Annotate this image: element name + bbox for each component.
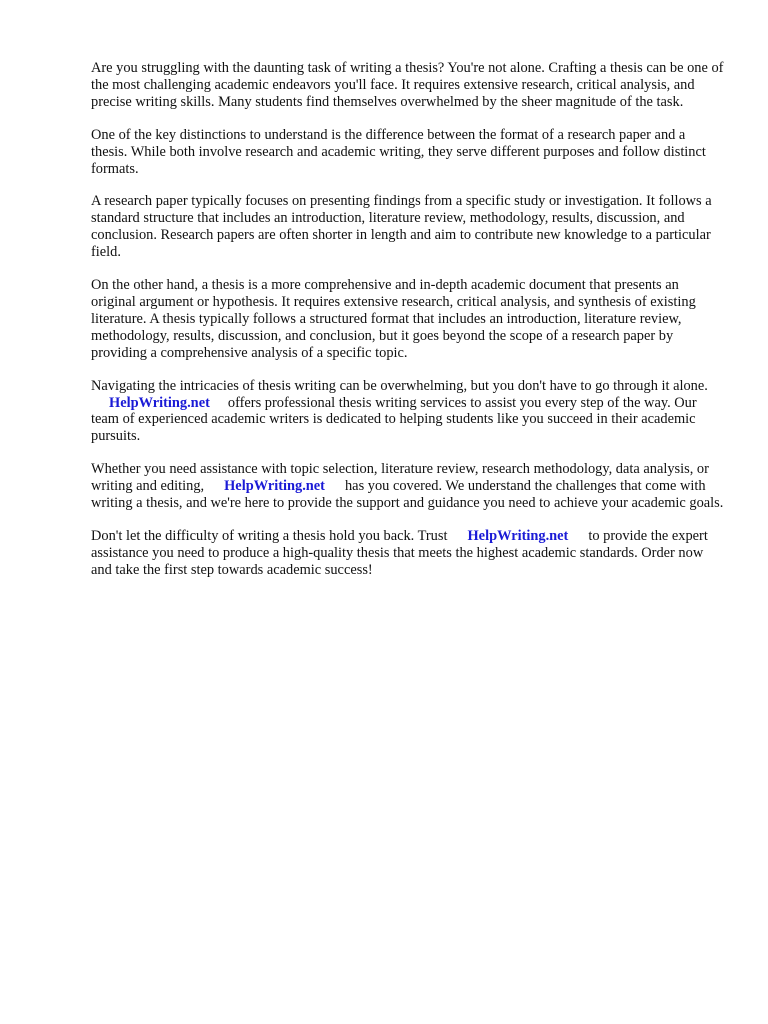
paragraph-assistance-text-after: has you covered. We understand the challenges that come with writing a thesis, and we're here to provide the support and guidance you need to achieve your academic goals. [91, 478, 724, 512]
paragraph-research-paper: A research paper typically focuses on presenting findings from a specific study or investigation. It follows a standard structure that includes an introduction, literature review, methodology, results, discussion, and conclusion. Research papers are often shorter in length and aim to contribute new knowledge to a particular field. [91, 193, 712, 261]
paragraph-thesis: On the other hand, a thesis is a more comprehensive and in-depth academic document that presents an original argument or hypothesis. It requires extensive research, critical analysis, and synthesis of existing literature. A thesis typically follows a structured format that includes an introduction, literature review, methodology, results, discussion, and conclusion, but it goes beyond the scope of a research paper by providing a comprehensive analysis of a specific topic. [91, 277, 696, 361]
paragraph-trust [91, 528, 725, 579]
paragraph-intro: Are you struggling with the daunting task of writing a thesis? You're not alone. Crafting a thesis can be one of the most challenging academic endeavors you'll face. It requires extensive research, critical analysis, and precise writing skills. Many students find themselves overwhelmed by the sheer magnitude of the task. [91, 60, 724, 110]
document-page [91, 60, 725, 595]
paragraph-navigating [91, 378, 725, 446]
helpwriting-link-3[interactable]: HelpWriting.net [467, 527, 569, 544]
paragraph-trust-text-before: Don't let the difficulty of writing a thesis hold you back. Trust [91, 527, 448, 544]
paragraph-trust-text-after: to provide the expert assistance you need to produce a high-quality thesis that meets the highest academic standards. Order now and take the first step towards academic success! [91, 527, 708, 578]
paragraph-distinctions: One of the key distinctions to understand is the difference between the format of a research paper and a thesis. While both involve research and academic writing, they serve different purposes and follow distinct formats. [91, 126, 706, 177]
helpwriting-link-2[interactable]: HelpWriting.net [224, 478, 325, 495]
paragraph-navigating-text-after: offers professional thesis writing services to assist you every step of the way. Our team of experienced academic writers is dedicated to helping students like you succeed in their academic pursuits. [91, 394, 697, 445]
paragraph-assistance [91, 461, 725, 512]
paragraph-navigating-text-before: Navigating the intricacies of thesis writing can be overwhelming, but you don't have to go through it alone. [91, 377, 708, 394]
paragraph-assistance-text-before: Whether you need assistance with topic selection, literature review, research methodology, data analysis, or writing and editing, [91, 461, 709, 495]
helpwriting-link-1[interactable]: HelpWriting.net [109, 394, 210, 411]
